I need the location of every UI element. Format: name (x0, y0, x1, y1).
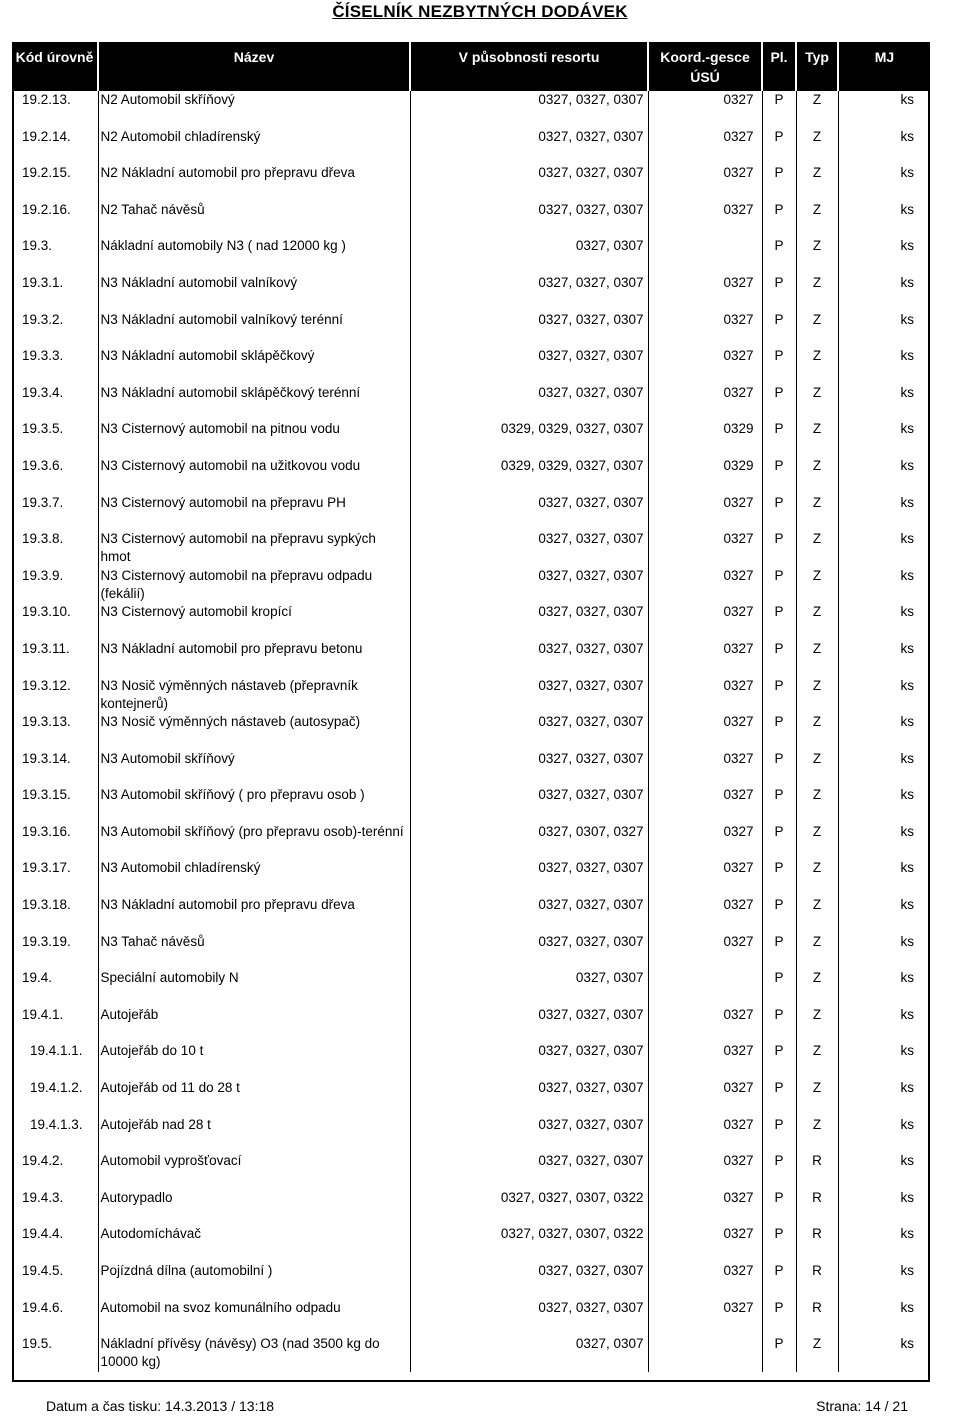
code-cell: 19.2.13. (22, 92, 71, 107)
mj-cell: ks (838, 347, 930, 384)
document-title: ČÍSELNÍK NEZBYTNÝCH DODÁVEK (332, 2, 628, 21)
typ-cell: R (796, 1152, 838, 1189)
table-row (12, 1152, 930, 1189)
code-cell: 19.3.9. (22, 567, 64, 583)
code-cell: 19.4. (22, 970, 53, 986)
mj-cell: ks (838, 128, 930, 165)
typ-cell: R (796, 1189, 838, 1226)
table-row (12, 274, 930, 311)
pl-cell: P (762, 823, 796, 860)
koord-cell: 0327 (648, 1299, 762, 1336)
header-code: Kód úrovně (12, 42, 98, 91)
typ-cell: R (796, 1299, 838, 1336)
koord-cell: 0327 (648, 384, 762, 421)
name-cell: N2 Automobil chladírenský (98, 128, 410, 165)
name-cell: N3 Nákladní automobil pro přepravu dřeva (98, 896, 410, 933)
table-row (12, 347, 930, 384)
koord-cell: 0327 (648, 201, 762, 238)
typ-cell: R (796, 1262, 838, 1299)
scope-cell: 0327, 0327, 0307 (410, 933, 648, 970)
name-cell: Speciální automobily N (98, 969, 410, 1006)
name-cell: N3 Nosič výměnných nástaveb (přepravník kontejnerů) (98, 677, 410, 714)
koord-cell: 0329 (648, 457, 762, 494)
table-row (12, 530, 930, 567)
code-cell: 19.3.3. (22, 348, 64, 364)
table-row (12, 457, 930, 494)
koord-cell: 0327 (648, 567, 762, 604)
mj-cell: ks (838, 384, 930, 421)
mj-cell: ks (838, 1335, 930, 1372)
mj-cell: ks (838, 640, 930, 677)
scope-cell: 0327, 0327, 0307 (410, 384, 648, 421)
table-row (12, 1299, 930, 1336)
koord-cell: 0327 (648, 311, 762, 348)
name-cell: N3 Nákladní automobil valníkový terénní (98, 311, 410, 348)
mj-cell: ks (838, 274, 930, 311)
table-row (12, 1116, 930, 1153)
pl-cell: P (762, 201, 796, 238)
scope-cell: 0327, 0327, 0307 (410, 347, 648, 384)
pl-cell: P (762, 347, 796, 384)
scope-cell: 0327, 0307 (410, 1335, 648, 1372)
table-body (12, 91, 930, 1372)
koord-cell: 0327 (648, 128, 762, 165)
code-cell: 19.4.1.3. (30, 1116, 83, 1132)
pl-cell: P (762, 1042, 796, 1079)
table-row (12, 933, 930, 970)
koord-cell: 0327 (648, 786, 762, 823)
koord-cell (648, 237, 762, 274)
name-cell: Pojízdná dílna (automobilní ) (98, 1262, 410, 1299)
mj-cell: ks (838, 91, 930, 128)
pl-cell: P (762, 164, 796, 201)
mj-cell: ks (838, 311, 930, 348)
typ-cell: Z (796, 164, 838, 201)
typ-cell: Z (796, 274, 838, 311)
header-koord: Koord.-gesce ÚSÚ (648, 42, 762, 91)
typ-cell: Z (796, 896, 838, 933)
name-cell: N3 Cisternový automobil na přepravu sypkých hmot (98, 530, 410, 567)
name-cell: Autojeřáb nad 28 t (98, 1116, 410, 1153)
table-row (12, 713, 930, 750)
mj-cell: ks (838, 201, 930, 238)
mj-cell: ks (838, 1189, 930, 1226)
scope-cell: 0327, 0307 (410, 237, 648, 274)
table-header-row (12, 42, 930, 91)
mj-cell: ks (838, 677, 930, 714)
scope-cell: 0327, 0327, 0307 (410, 311, 648, 348)
pl-cell: P (762, 494, 796, 531)
scope-cell: 0327, 0327, 0307 (410, 128, 648, 165)
page-number: Strana: 14 / 21 (816, 1398, 908, 1414)
name-cell: N3 Cisternový automobil na pitnou vodu (98, 420, 410, 457)
pl-cell: P (762, 1262, 796, 1299)
mj-cell: ks (838, 859, 930, 896)
scope-cell: 0327, 0327, 0307 (410, 859, 648, 896)
mj-cell: ks (838, 896, 930, 933)
koord-cell: 0327 (648, 1116, 762, 1153)
koord-cell (648, 1335, 762, 1372)
pl-cell: P (762, 1079, 796, 1116)
typ-cell: Z (796, 91, 838, 128)
mj-cell: ks (838, 457, 930, 494)
scope-cell: 0327, 0327, 0307 (410, 274, 648, 311)
pl-cell: P (762, 603, 796, 640)
table-row (12, 1335, 930, 1372)
table-row (12, 128, 930, 165)
code-cell: 19.3.7. (22, 494, 64, 510)
code-cell: 19.3.15. (22, 787, 71, 803)
table-row (12, 311, 930, 348)
typ-cell: Z (796, 603, 838, 640)
pl-cell: P (762, 311, 796, 348)
name-cell: Autodomíchávač (98, 1225, 410, 1262)
koord-cell: 0327 (648, 347, 762, 384)
mj-cell: ks (838, 823, 930, 860)
typ-cell: Z (796, 494, 838, 531)
koord-cell: 0329 (648, 420, 762, 457)
scope-cell: 0327, 0327, 0307 (410, 1262, 648, 1299)
table-row (12, 677, 930, 714)
name-cell: Autojeřáb do 10 t (98, 1042, 410, 1079)
koord-cell: 0327 (648, 677, 762, 714)
scope-cell: 0327, 0327, 0307 (410, 1079, 648, 1116)
koord-cell: 0327 (648, 274, 762, 311)
header-pl: Pl. (762, 42, 796, 91)
mj-cell: ks (838, 1042, 930, 1079)
typ-cell: Z (796, 933, 838, 970)
koord-cell: 0327 (648, 713, 762, 750)
scope-cell: 0327, 0307 (410, 969, 648, 1006)
name-cell: N3 Nákladní automobil pro přepravu betonu (98, 640, 410, 677)
koord-cell: 0327 (648, 859, 762, 896)
typ-cell: Z (796, 201, 838, 238)
table-row (12, 896, 930, 933)
name-cell: N2 Tahač návěsů (98, 201, 410, 238)
name-cell: N3 Cisternový automobil kropící (98, 603, 410, 640)
pl-cell: P (762, 896, 796, 933)
code-cell: 19.3.16. (22, 823, 71, 839)
koord-cell: 0327 (648, 933, 762, 970)
typ-cell: Z (796, 750, 838, 787)
scope-cell: 0327, 0327, 0307 (410, 713, 648, 750)
table-row (12, 164, 930, 201)
table-row (12, 494, 930, 531)
typ-cell: Z (796, 1116, 838, 1153)
header-scope: V působnosti resortu (410, 42, 648, 91)
mj-cell: ks (838, 530, 930, 567)
pl-cell: P (762, 969, 796, 1006)
typ-cell: Z (796, 347, 838, 384)
name-cell: N3 Automobil skříňový (98, 750, 410, 787)
scope-cell: 0327, 0327, 0307 (410, 1299, 648, 1336)
mj-cell: ks (838, 237, 930, 274)
print-date: Datum a čas tisku: 14.3.2013 / 13:18 (46, 1398, 275, 1414)
code-cell: 19.3.18. (22, 897, 71, 913)
pl-cell: P (762, 1299, 796, 1336)
pl-cell: P (762, 750, 796, 787)
table-row (12, 237, 930, 274)
scope-cell: 0327, 0327, 0307 (410, 567, 648, 604)
table-row (12, 969, 930, 1006)
typ-cell: Z (796, 384, 838, 421)
table-row (12, 567, 930, 604)
pl-cell: P (762, 530, 796, 567)
code-cell: 19.4.6. (22, 1299, 64, 1315)
name-cell: Autojeřáb (98, 1006, 410, 1043)
scope-cell: 0327, 0307, 0327 (410, 823, 648, 860)
header-name: Název (98, 42, 410, 91)
table-row (12, 384, 930, 421)
code-cell: 19.4.1. (22, 1006, 64, 1022)
table-row (12, 603, 930, 640)
mj-cell: ks (838, 1116, 930, 1153)
typ-cell: Z (796, 128, 838, 165)
typ-cell: Z (796, 237, 838, 274)
table-row (12, 786, 930, 823)
scope-cell: 0327, 0327, 0307 (410, 91, 648, 128)
mj-cell: ks (838, 1079, 930, 1116)
mj-cell: ks (838, 494, 930, 531)
koord-cell: 0327 (648, 1189, 762, 1226)
code-cell: 19.3.6. (22, 457, 64, 473)
scope-cell: 0327, 0327, 0307 (410, 750, 648, 787)
name-cell: N3 Nákladní automobil sklápěčkový (98, 347, 410, 384)
name-cell: Autorypadlo (98, 1189, 410, 1226)
pl-cell: P (762, 237, 796, 274)
code-cell: 19.2.15. (22, 165, 71, 181)
mj-cell: ks (838, 1152, 930, 1189)
code-cell: 19.3.19. (22, 933, 71, 949)
code-cell: 19.3. (22, 238, 53, 254)
pl-cell: P (762, 274, 796, 311)
koord-cell: 0327 (648, 164, 762, 201)
pl-cell: P (762, 859, 796, 896)
mj-cell: ks (838, 1006, 930, 1043)
table-row (12, 1079, 930, 1116)
code-cell: 19.4.3. (22, 1189, 64, 1205)
scope-cell: 0327, 0327, 0307 (410, 603, 648, 640)
name-cell: N3 Automobil skříňový ( pro přepravu osob ) (98, 786, 410, 823)
code-cell: 19.4.4. (22, 1226, 64, 1242)
name-cell: N3 Tahač návěsů (98, 933, 410, 970)
typ-cell: Z (796, 530, 838, 567)
mj-cell: ks (838, 933, 930, 970)
koord-cell: 0327 (648, 91, 762, 128)
pl-cell: P (762, 1189, 796, 1226)
pl-cell: P (762, 91, 796, 128)
name-cell: N3 Cisternový automobil na přepravu odpadu (fekálií) (98, 567, 410, 604)
name-cell: N2 Nákladní automobil pro přepravu dřeva (98, 164, 410, 201)
koord-cell: 0327 (648, 1262, 762, 1299)
code-cell: 19.2.16. (22, 201, 71, 217)
mj-cell: ks (838, 1225, 930, 1262)
pl-cell: P (762, 677, 796, 714)
code-cell: 19.2.14. (22, 128, 71, 144)
typ-cell: Z (796, 1079, 838, 1116)
code-cell: 19.4.5. (22, 1263, 64, 1278)
table-row (12, 640, 930, 677)
table-row (12, 1225, 930, 1262)
typ-cell: Z (796, 1006, 838, 1043)
typ-cell: R (796, 1225, 838, 1262)
koord-cell: 0327 (648, 640, 762, 677)
koord-cell: 0327 (648, 1006, 762, 1043)
pl-cell: P (762, 933, 796, 970)
scope-cell: 0327, 0327, 0307, 0322 (410, 1225, 648, 1262)
code-cell: 19.3.5. (22, 421, 64, 437)
code-cell: 19.3.14. (22, 750, 71, 766)
pl-cell: P (762, 567, 796, 604)
code-cell: 19.3.8. (22, 531, 64, 547)
code-cell: 19.4.2. (22, 1153, 64, 1169)
mj-cell: ks (838, 603, 930, 640)
typ-cell: Z (796, 859, 838, 896)
typ-cell: Z (796, 969, 838, 1006)
code-cell: 19.3.2. (22, 311, 64, 327)
mj-cell: ks (838, 713, 930, 750)
table-row (12, 420, 930, 457)
typ-cell: Z (796, 457, 838, 494)
pl-cell: P (762, 1335, 796, 1372)
table-row (12, 823, 930, 860)
code-cell: 19.3.1. (22, 274, 64, 290)
typ-cell: Z (796, 420, 838, 457)
typ-cell: Z (796, 823, 838, 860)
name-cell: Automobil vyprošťovací (98, 1152, 410, 1189)
scope-cell: 0327, 0327, 0307 (410, 786, 648, 823)
name-cell: Autojeřáb od 11 do 28 t (98, 1079, 410, 1116)
pl-cell: P (762, 457, 796, 494)
table-row (12, 201, 930, 238)
supplies-table (12, 42, 930, 1372)
scope-cell: 0329, 0329, 0327, 0307 (410, 420, 648, 457)
mj-cell: ks (838, 1262, 930, 1299)
scope-cell: 0327, 0327, 0307 (410, 201, 648, 238)
pl-cell: P (762, 640, 796, 677)
header-typ: Typ (796, 42, 838, 91)
name-cell: N3 Nákladní automobil sklápěčkový terénní (98, 384, 410, 421)
mj-cell: ks (838, 750, 930, 787)
name-cell: N2 Automobil skříňový (98, 91, 410, 128)
code-cell: 19.3.11. (22, 640, 70, 656)
mj-cell: ks (838, 1299, 930, 1336)
name-cell: N3 Cisternový automobil na užitkovou vodu (98, 457, 410, 494)
table-row (12, 1189, 930, 1226)
table-row (12, 91, 930, 128)
typ-cell: Z (796, 1335, 838, 1372)
scope-cell: 0327, 0327, 0307, 0322 (410, 1189, 648, 1226)
scope-cell: 0327, 0327, 0307 (410, 640, 648, 677)
pl-cell: P (762, 1225, 796, 1262)
code-cell: 19.4.1.1. (30, 1043, 83, 1059)
typ-cell: Z (796, 311, 838, 348)
typ-cell: Z (796, 1042, 838, 1079)
scope-cell: 0327, 0327, 0307 (410, 677, 648, 714)
code-cell: 19.3.4. (22, 384, 64, 400)
koord-cell: 0327 (648, 603, 762, 640)
scope-cell: 0327, 0327, 0307 (410, 530, 648, 567)
table-row (12, 859, 930, 896)
header-mj: MJ (838, 42, 930, 91)
scope-cell: 0327, 0327, 0307 (410, 1152, 648, 1189)
mj-cell: ks (838, 969, 930, 1006)
scope-cell: 0327, 0327, 0307 (410, 1006, 648, 1043)
typ-cell: Z (796, 713, 838, 750)
table-row (12, 1262, 930, 1299)
table-row (12, 1042, 930, 1079)
pl-cell: P (762, 420, 796, 457)
mj-cell: ks (838, 786, 930, 823)
scope-cell: 0327, 0327, 0307 (410, 896, 648, 933)
pl-cell: P (762, 128, 796, 165)
koord-cell: 0327 (648, 1042, 762, 1079)
koord-cell (648, 969, 762, 1006)
pl-cell: P (762, 1152, 796, 1189)
name-cell: Nákladní přívěsy (návěsy) O3 (nad 3500 kg do 10000 kg) (98, 1335, 410, 1372)
koord-cell: 0327 (648, 823, 762, 860)
pl-cell: P (762, 713, 796, 750)
pl-cell: P (762, 1006, 796, 1043)
typ-cell: Z (796, 786, 838, 823)
table-row (12, 750, 930, 787)
koord-cell: 0327 (648, 1079, 762, 1116)
name-cell: N3 Nákladní automobil valníkový (98, 274, 410, 311)
scope-cell: 0327, 0327, 0307 (410, 164, 648, 201)
code-cell: 19.3.17. (22, 860, 71, 876)
koord-cell: 0327 (648, 494, 762, 531)
scope-cell: 0327, 0327, 0307 (410, 1116, 648, 1153)
typ-cell: Z (796, 640, 838, 677)
mj-cell: ks (838, 164, 930, 201)
koord-cell: 0327 (648, 1225, 762, 1262)
scope-cell: 0327, 0327, 0307 (410, 1042, 648, 1079)
code-cell: 19.3.10. (22, 604, 71, 620)
typ-cell: Z (796, 677, 838, 714)
koord-cell: 0327 (648, 750, 762, 787)
mj-cell: ks (838, 567, 930, 604)
name-cell: N3 Cisternový automobil na přepravu PH (98, 494, 410, 531)
scope-cell: 0327, 0327, 0307 (410, 494, 648, 531)
koord-cell: 0327 (648, 1152, 762, 1189)
code-cell: 19.5. (22, 1336, 53, 1352)
name-cell: N3 Automobil skříňový (pro přepravu osob)-terénní (98, 823, 410, 860)
koord-cell: 0327 (648, 530, 762, 567)
pl-cell: P (762, 1116, 796, 1153)
mj-cell: ks (838, 420, 930, 457)
code-cell: 19.3.12. (22, 677, 71, 693)
typ-cell: Z (796, 567, 838, 604)
name-cell: N3 Automobil chladírenský (98, 859, 410, 896)
pl-cell: P (762, 384, 796, 421)
name-cell: Nákladní automobily N3 ( nad 12000 kg ) (98, 237, 410, 274)
name-cell: Automobil na svoz komunálního odpadu (98, 1299, 410, 1336)
scope-cell: 0329, 0329, 0327, 0307 (410, 457, 648, 494)
code-cell: 19.3.13. (22, 714, 71, 730)
pl-cell: P (762, 786, 796, 823)
koord-cell: 0327 (648, 896, 762, 933)
code-cell: 19.4.1.2. (30, 1080, 83, 1096)
name-cell: N3 Nosič výměnných nástaveb (autosypač) (98, 713, 410, 750)
table-row (12, 1006, 930, 1043)
